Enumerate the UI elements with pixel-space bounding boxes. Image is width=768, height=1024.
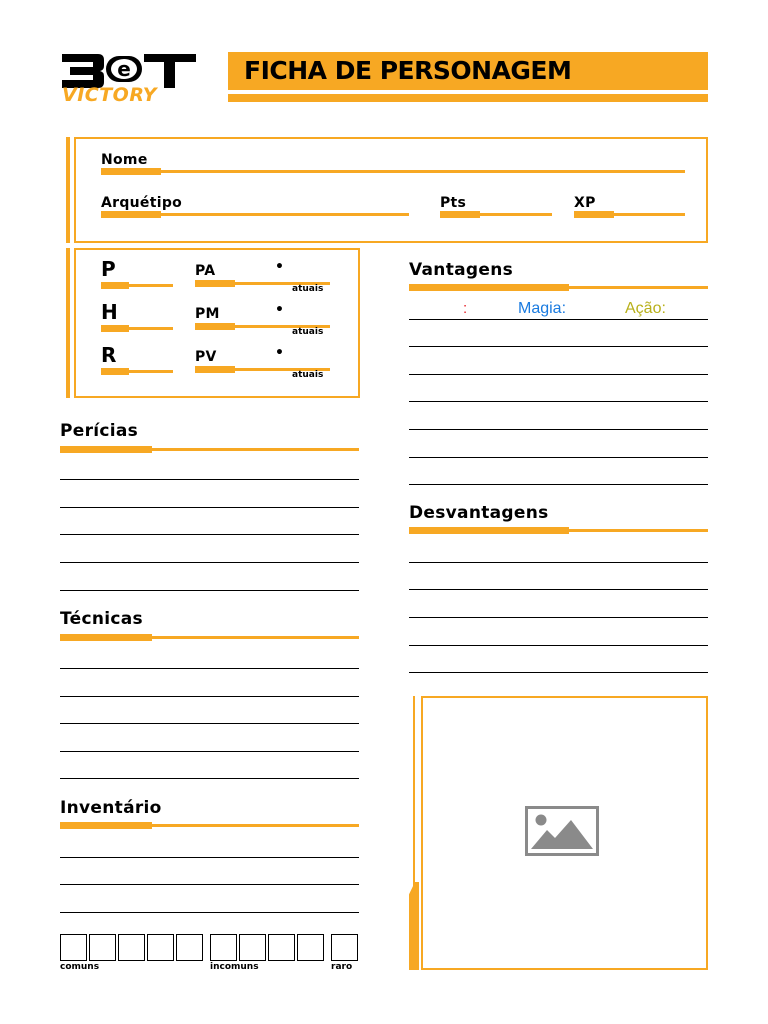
tecnicas-heading: Técnicas [60, 609, 143, 629]
inventory-slot-common[interactable] [60, 934, 87, 961]
res-pa-current-label: atuais [292, 284, 324, 294]
res-pv-separator: • [275, 345, 284, 361]
pericias-line[interactable] [60, 479, 359, 480]
pts-field[interactable] [440, 211, 552, 218]
header-banner-accent [228, 94, 708, 102]
vantagens-line[interactable] [409, 319, 708, 320]
vantagens-magia-label: Magia: [518, 300, 567, 317]
inventory-slot-uncommon[interactable] [210, 934, 237, 961]
pericias-line[interactable] [60, 534, 359, 535]
vantagens-line[interactable] [409, 346, 708, 347]
logo [60, 52, 200, 108]
inventario-line[interactable] [60, 884, 359, 885]
res-pa-label: PA [195, 263, 216, 279]
tecnicas-line[interactable] [60, 751, 359, 752]
tecnicas-line[interactable] [60, 723, 359, 724]
desvantagens-line[interactable] [409, 645, 708, 646]
inventory-slot-uncommon[interactable] [239, 934, 266, 961]
svg-text:e: e [117, 57, 131, 81]
attr-p-field[interactable] [101, 282, 173, 289]
pericias-line[interactable] [60, 562, 359, 563]
stats-box-side-accent [66, 248, 70, 398]
vantagens-line[interactable] [409, 484, 708, 485]
res-pv-label: PV [195, 349, 217, 365]
inventory-slot-common[interactable] [89, 934, 116, 961]
vantagens-heading: Vantagens [409, 260, 514, 280]
pericias-line[interactable] [60, 590, 359, 591]
res-pm-separator: • [275, 302, 284, 318]
inventario-line[interactable] [60, 912, 359, 913]
inventory-slot-common[interactable] [118, 934, 145, 961]
pericias-line[interactable] [60, 507, 359, 508]
desvantagens-heading-bar [409, 527, 708, 534]
logo-subtext: VICTORY [62, 84, 157, 106]
archetype-field[interactable] [101, 211, 409, 218]
inventario-heading-bar [60, 822, 359, 829]
res-pm-label: PM [195, 306, 220, 322]
inventory-uncommon-label: incomuns [210, 962, 259, 972]
vantagens-line[interactable] [409, 457, 708, 458]
info-box-side-accent [66, 137, 70, 243]
vantagens-colon: : [463, 300, 468, 317]
inventory-rare-label: raro [331, 962, 353, 972]
inventory-slot-rare[interactable] [331, 934, 358, 961]
vantagens-line[interactable] [409, 374, 708, 375]
name-field[interactable] [101, 168, 685, 175]
vantagens-heading-bar [409, 284, 708, 291]
archetype-label: Arquétipo [101, 195, 183, 211]
inventory-slot-uncommon[interactable] [268, 934, 295, 961]
inventario-heading: Inventário [60, 798, 162, 818]
inventory-slot-common[interactable] [147, 934, 174, 961]
attr-h-field[interactable] [101, 325, 173, 332]
tecnicas-line[interactable] [60, 668, 359, 669]
desvantagens-line[interactable] [409, 617, 708, 618]
inventario-line[interactable] [60, 857, 359, 858]
desvantagens-line[interactable] [409, 589, 708, 590]
attr-r-field[interactable] [101, 368, 173, 375]
res-pa-separator: • [275, 259, 284, 275]
inventory-slot-common[interactable] [176, 934, 203, 961]
desvantagens-line[interactable] [409, 562, 708, 563]
attr-r-label: R [101, 343, 117, 367]
res-pm-current-label: atuais [292, 327, 324, 337]
xp-label: XP [574, 195, 596, 211]
inventory-slot-uncommon[interactable] [297, 934, 324, 961]
desvantagens-heading: Desvantagens [409, 503, 549, 523]
tecnicas-heading-bar [60, 634, 359, 641]
pericias-heading-bar [60, 446, 359, 453]
image-placeholder-icon [525, 806, 599, 856]
pericias-heading: Perícias [60, 421, 139, 441]
attr-p-label: P [101, 257, 116, 281]
res-pv-current-label: atuais [292, 370, 324, 380]
xp-field[interactable] [574, 211, 685, 218]
tecnicas-line[interactable] [60, 778, 359, 779]
desvantagens-line[interactable] [409, 672, 708, 673]
info-box [74, 137, 708, 243]
attr-h-label: H [101, 300, 118, 324]
vantagens-line[interactable] [409, 429, 708, 430]
pts-label: Pts [440, 195, 467, 211]
name-label: Nome [101, 152, 148, 168]
portrait-side-accent [409, 696, 419, 970]
page-title: FICHA DE PERSONAGEM [244, 56, 572, 85]
vantagens-line[interactable] [409, 401, 708, 402]
tecnicas-line[interactable] [60, 696, 359, 697]
inventory-common-label: comuns [60, 962, 100, 972]
vantagens-acao-label: Ação: [625, 300, 666, 317]
